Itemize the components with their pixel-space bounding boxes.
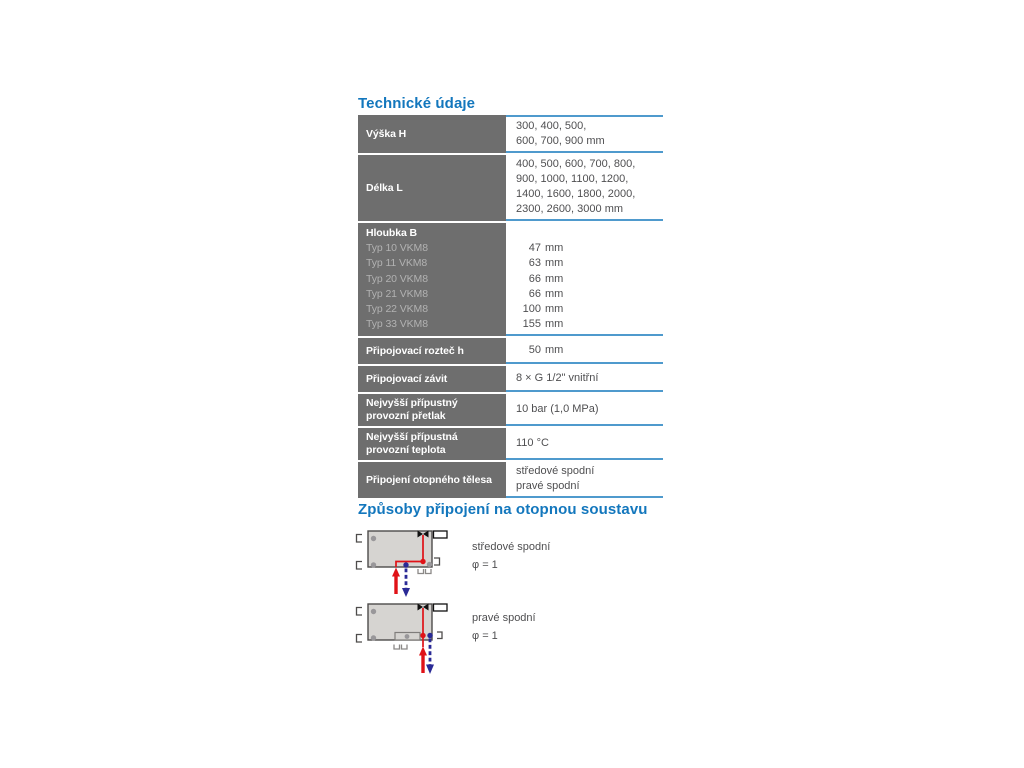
row-label: Délka L (366, 181, 403, 194)
row-label-cell (358, 155, 506, 221)
value-number: 66 (528, 272, 541, 285)
left-bottom-bracket (357, 635, 363, 643)
bottom-nipple (426, 569, 432, 574)
return-dot (403, 562, 408, 567)
row-label-cell (358, 394, 506, 426)
supply-arrow (419, 647, 427, 656)
left-top-bracket (357, 608, 363, 616)
value-number: 47 (528, 242, 541, 255)
value-line: 110 °C (516, 436, 549, 449)
caption-label: středové spodní (472, 541, 551, 553)
value-number: 66 (528, 287, 541, 300)
value-line: 10 bar (1,0 MPa) (516, 402, 599, 415)
row-label-cell (358, 462, 506, 498)
thermostat-head-icon (434, 531, 448, 538)
radiator-diagram-middle-bottom (352, 527, 467, 602)
row-label-cell (358, 223, 506, 336)
value-line (516, 272, 661, 287)
technical-data-table (358, 115, 663, 500)
plug-dot (371, 635, 376, 640)
bottom-nipple (418, 569, 424, 574)
caption-phi: φ = 1 (472, 630, 498, 642)
value-number: 100 (522, 302, 541, 315)
table-row-pitch (358, 338, 663, 364)
table-row-depth (358, 223, 663, 336)
bottom-nipple (402, 645, 408, 650)
table-row-length (358, 155, 663, 221)
row-label: Výška H (366, 127, 407, 140)
thermostat-head-icon (434, 604, 448, 611)
table-row-max-temperature (358, 428, 663, 460)
pipe-junction-dot (420, 633, 425, 638)
type-label: Typ 20 VKM8 (366, 272, 428, 285)
type-label: Typ 21 VKM8 (366, 287, 428, 300)
row-value-cell (506, 155, 663, 221)
row-value-cell (506, 462, 663, 498)
value-line: 900, 1000, 1100, 1200, (516, 173, 629, 185)
row-label-cell (358, 428, 506, 460)
pipe-junction-dot (420, 559, 425, 564)
right-bottom-bracket (434, 558, 440, 565)
value-number: 63 (528, 257, 541, 270)
row-label: Připojovací závit (366, 372, 448, 385)
type-label: Typ 10 VKM8 (366, 242, 428, 255)
value-number: 50 (528, 343, 541, 356)
radiator-diagram-right-bottom (352, 600, 467, 680)
type-label: Typ 33 VKM8 (366, 318, 428, 331)
value-line: 8 × G 1/2" vnitřní (516, 371, 599, 384)
value-unit: mm (545, 287, 564, 300)
value-unit: mm (545, 272, 564, 285)
row-label: Nejvyšší přípustná provozní teplota (366, 431, 458, 457)
type-label: Typ 22 VKM8 (366, 302, 428, 315)
value-number: 155 (522, 318, 541, 331)
row-label: Připojení otopného tělesa (366, 473, 492, 486)
row-label: Nejvyšší přípustný provozní přetlak (366, 397, 458, 423)
left-top-bracket (357, 535, 363, 543)
return-arrow (402, 588, 410, 597)
value-line (516, 317, 661, 332)
plug-dot (371, 562, 376, 567)
row-value-cell (506, 428, 663, 460)
value-unit: mm (545, 318, 564, 331)
caption-phi: φ = 1 (472, 559, 498, 571)
table-row-height (358, 115, 663, 153)
bottom-nipple (394, 645, 400, 650)
row-value-cell (506, 223, 663, 336)
supply-arrow (392, 568, 400, 577)
value-line: pravé spodní (516, 480, 580, 493)
row-value-cell (506, 366, 663, 392)
value-line (516, 343, 661, 358)
row-value-cell (506, 115, 663, 153)
value-line (516, 302, 661, 317)
technical-data-heading: Technické údaje (358, 95, 476, 112)
plug-dot (405, 634, 410, 639)
left-bottom-bracket (357, 562, 363, 570)
value-line: středové spodní (516, 465, 595, 478)
value-line: 2300, 2600, 3000 mm (516, 203, 624, 215)
row-value-cell (506, 338, 663, 364)
value-line: 300, 400, 500, (516, 120, 587, 132)
connection-methods-heading: Způsoby připojení na otopnou soustavu (358, 501, 648, 518)
value-unit: mm (545, 242, 564, 255)
table-row-connection (358, 462, 663, 498)
plug-dot (371, 536, 376, 541)
right-bottom-bracket (437, 632, 442, 639)
value-line (516, 287, 661, 302)
row-label-cell (358, 366, 506, 392)
return-arrow (426, 665, 434, 675)
type-label: Typ 11 VKM8 (366, 257, 428, 270)
value-line: 400, 500, 600, 700, 800, (516, 158, 636, 170)
plug-dot (371, 609, 376, 614)
value-unit: mm (545, 343, 564, 356)
value-line: 1400, 1600, 1800, 2000, (516, 188, 636, 200)
plug-dot (427, 562, 432, 567)
diagram-caption (472, 612, 536, 643)
spacer-line (516, 226, 661, 241)
return-dot (427, 633, 432, 638)
value-line (516, 241, 661, 256)
row-value-cell (506, 394, 663, 426)
value-line (516, 256, 661, 271)
table-row-max-pressure (358, 394, 663, 426)
value-line: 600, 700, 900 mm (516, 135, 605, 147)
diagram-caption (472, 541, 550, 572)
value-unit: mm (545, 302, 564, 315)
row-label: Připojovací rozteč h (366, 344, 464, 357)
value-unit: mm (545, 257, 564, 270)
caption-label: pravé spodní (472, 612, 536, 624)
row-label-cell (358, 115, 506, 153)
row-label-cell (358, 338, 506, 364)
table-row-thread (358, 366, 663, 392)
row-label: Hloubka B (366, 227, 418, 239)
